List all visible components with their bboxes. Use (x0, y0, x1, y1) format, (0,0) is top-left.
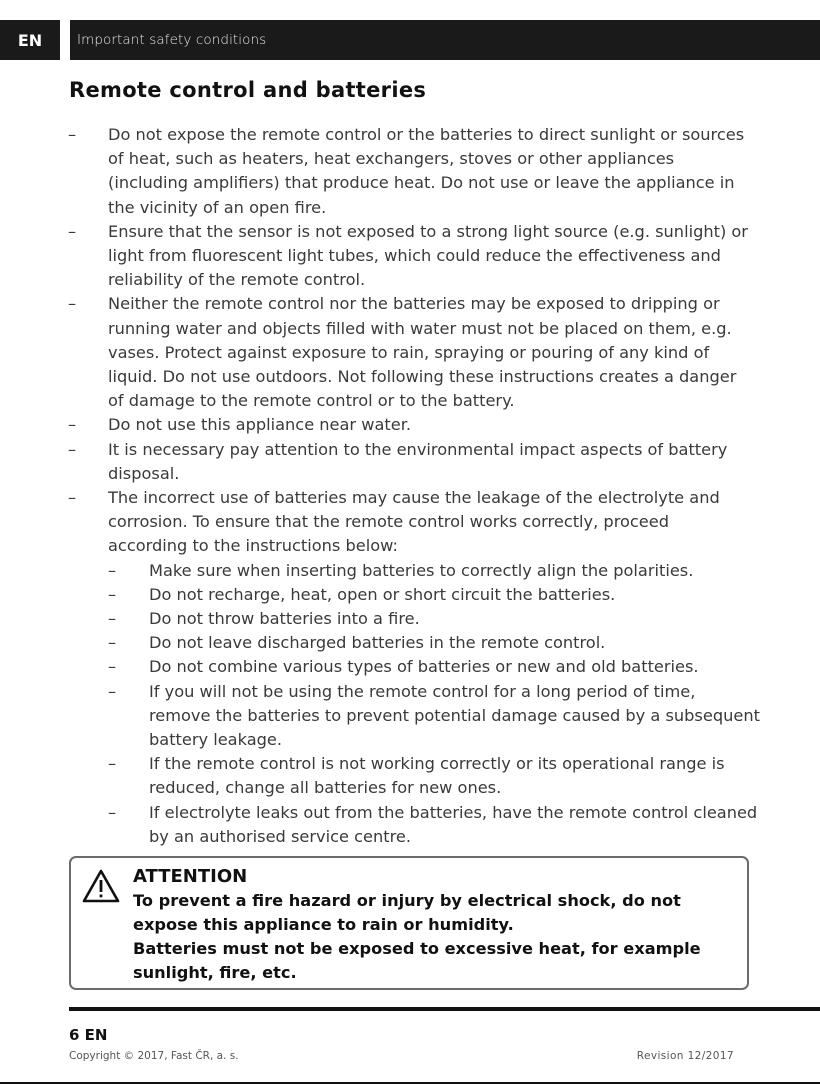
list-dash: – (108, 584, 117, 604)
list-dash: – (68, 125, 77, 144)
list-item-text: The incorrect use of batteries may cause the leakage of the electrolyte and corrosion. To ensure that the remote control works correctly, proceed according to the instructions below: (108, 488, 720, 556)
list-dash: – (68, 294, 77, 314)
list-dash: – (108, 560, 117, 580)
attention-line: To prevent a fire hazard or injury by electrical shock, do not expose this appliance to rain or humidity. (133, 891, 681, 934)
page-number: 6 EN (69, 1026, 108, 1044)
list-dash: – (108, 754, 117, 774)
warning-triangle-icon (81, 868, 121, 904)
page-title: Remote control and batteries (69, 78, 427, 102)
sub-list-item-text: If you will not be using the remote control for a long period of time, remove the batteries to prevent potential damage caused by a subsequent battery leakage. (149, 681, 760, 750)
list-dash: – (68, 221, 77, 241)
sub-list-item-text: If electrolyte leaks out from the batteries, have the remote control cleaned by an authorised service centre. (149, 802, 758, 846)
sub-list-item-text: Do not leave discharged batteries in the remote control. (149, 633, 606, 653)
list-item-text: Do not use this appliance near water. (108, 415, 412, 435)
list-item (0, 413, 820, 437)
list-dash: – (108, 657, 117, 677)
sub-list-item-text: If the remote control is not working correctly or its operational range is reduced, change all batteries for new ones. (149, 754, 725, 798)
footer-divider (69, 1007, 820, 1011)
list-dash: – (108, 802, 117, 822)
list-dash: – (108, 681, 117, 701)
list-dash: – (108, 633, 117, 653)
attention-line: Batteries must not be exposed to excessive heat, for example sunlight, fire, etc. (133, 939, 701, 982)
sub-list-item-text: Do not recharge, heat, open or short circuit the batteries. (149, 584, 616, 604)
list-item-text: It is necessary pay attention to the environmental impact aspects of battery disposal. (108, 439, 728, 483)
instruction-list (0, 123, 820, 849)
sub-list-item-text: Do not throw batteries into a fire. (149, 609, 420, 629)
language-tag: EN (0, 20, 60, 60)
sub-list-item (0, 801, 820, 849)
sub-list-item (0, 631, 820, 655)
sub-list-item (0, 655, 820, 679)
sub-list-item (0, 607, 820, 631)
section-title: Important safety conditions (77, 32, 267, 48)
list-item (0, 123, 820, 220)
copyright: Copyright © 2017, Fast ČR, a. s. (69, 1050, 239, 1062)
list-item-text: Ensure that the sensor is not exposed to a strong light source (e.g. sunlight) or light from fluorescent light tubes, which could reduce the effectiveness and reliability of the remote control. (108, 221, 748, 290)
list-item (0, 292, 820, 413)
sub-list-item (0, 680, 820, 753)
sub-list-item (0, 559, 820, 583)
attention-title: ATTENTION (133, 866, 248, 887)
list-item-text: Neither the remote control nor the batteries may be exposed to dripping or running water and objects filled with water must not be placed on them, e.g. vases. Protect against exposure to rain, spraying or pouring of any kind of liquid. Do not use outdoors. Not following these instructions creates a danger of damage to the remote control or to the battery. (108, 294, 737, 411)
list-item (0, 438, 820, 486)
sub-list-item-text: Do not combine various types of batteries or new and old batteries. (149, 657, 699, 677)
attention-box (69, 856, 749, 990)
sub-list-item (0, 583, 820, 607)
list-item (0, 220, 820, 293)
list-dash: – (108, 609, 117, 629)
list-dash: – (68, 415, 77, 435)
header-bar (70, 20, 820, 60)
revision: Revision 12/2017 (636, 1050, 734, 1062)
list-item (0, 486, 820, 559)
sub-list-item-text: Make sure when inserting batteries to correctly align the polarities. (149, 560, 694, 580)
list-dash: – (68, 488, 77, 508)
sub-list-item (0, 752, 820, 800)
list-dash: – (68, 439, 77, 459)
list-item-text: Do not expose the remote control or the batteries to direct sunlight or sources of heat, such as heaters, heat exchangers, stoves or other appliances (including amplifiers) that produce heat. Do not use or leave the appliance in the vicinity of an open fire. (108, 125, 745, 217)
